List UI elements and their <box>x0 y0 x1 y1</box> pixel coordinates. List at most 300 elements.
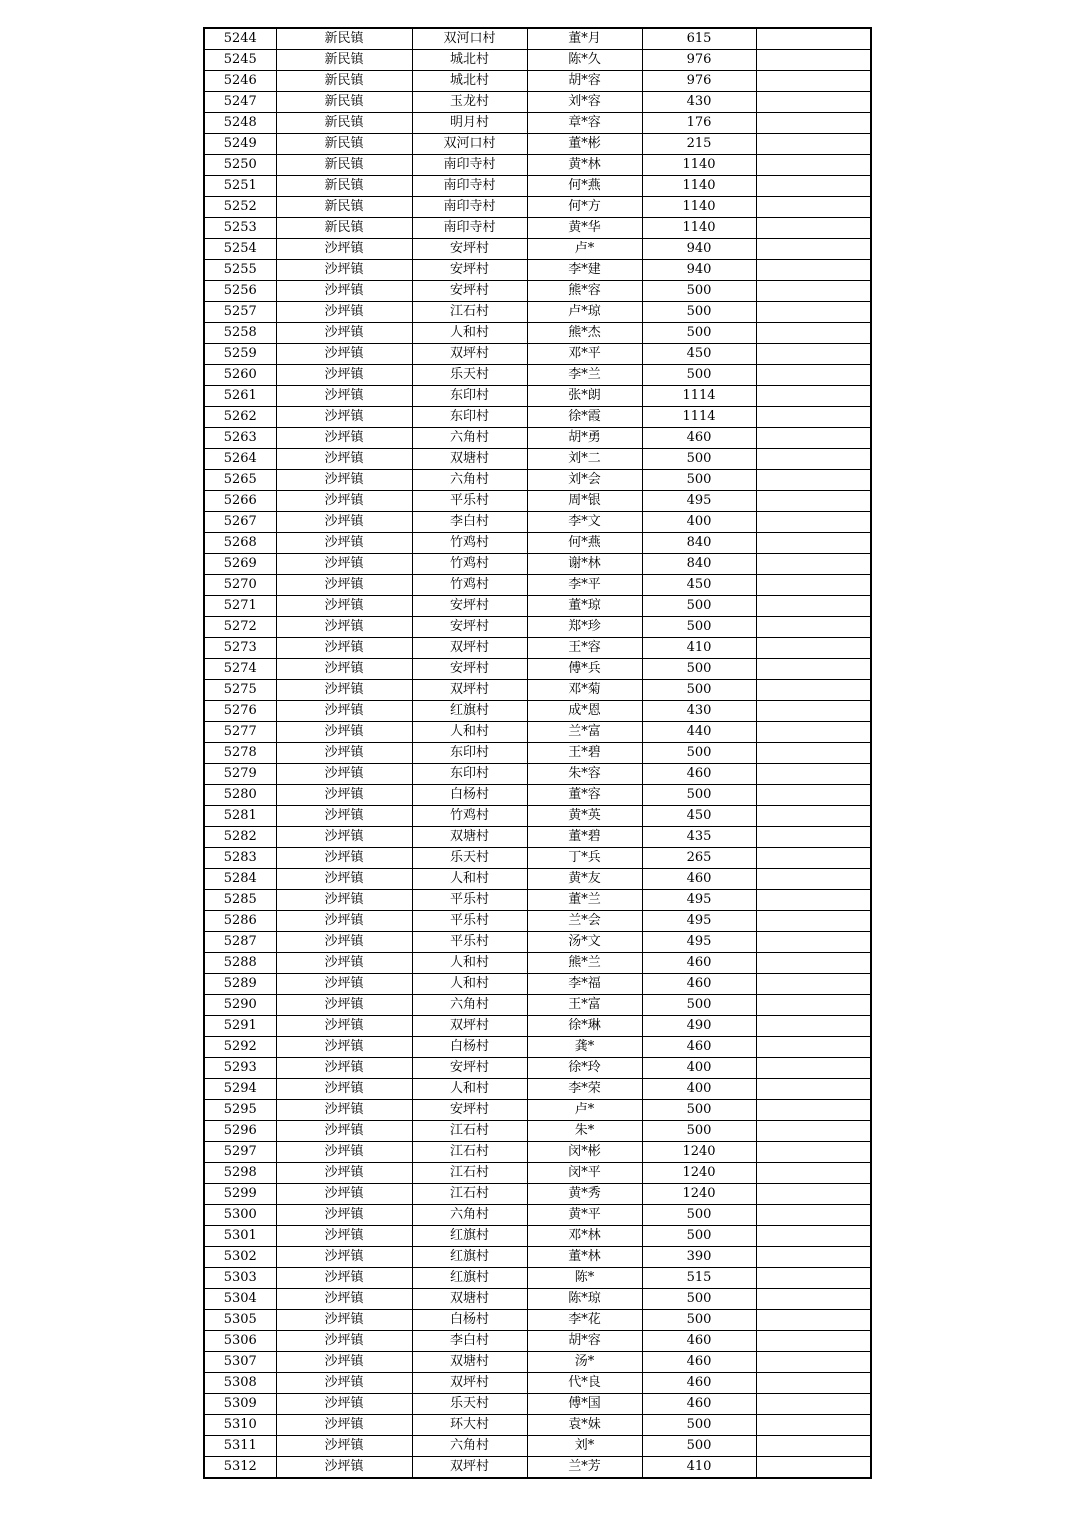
table-row <box>204 113 871 134</box>
table-row <box>204 155 871 176</box>
cell-town: 沙坪镇 <box>276 323 412 344</box>
cell-remark <box>756 1163 871 1184</box>
cell-village: 竹鸡村 <box>412 806 527 827</box>
cell-name: 李*兰 <box>527 365 642 386</box>
cell-village: 南印寺村 <box>412 176 527 197</box>
cell-town: 沙坪镇 <box>276 1226 412 1247</box>
cell-remark <box>756 764 871 785</box>
cell-remark <box>756 638 871 659</box>
cell-serial-number: 5265 <box>204 470 276 491</box>
cell-serial-number: 5259 <box>204 344 276 365</box>
cell-town: 沙坪镇 <box>276 1079 412 1100</box>
cell-serial-number: 5247 <box>204 92 276 113</box>
cell-amount: 1140 <box>642 197 756 218</box>
cell-village: 东印村 <box>412 407 527 428</box>
cell-village: 人和村 <box>412 323 527 344</box>
table-body <box>204 28 871 1478</box>
cell-remark <box>756 617 871 638</box>
cell-remark <box>756 1289 871 1310</box>
cell-amount: 500 <box>642 785 756 806</box>
cell-name: 张*朗 <box>527 386 642 407</box>
table-row <box>204 1352 871 1373</box>
cell-remark <box>756 1352 871 1373</box>
cell-name: 傅*国 <box>527 1394 642 1415</box>
cell-name: 李*文 <box>527 512 642 533</box>
table-row <box>204 995 871 1016</box>
cell-remark <box>756 974 871 995</box>
table-row <box>204 827 871 848</box>
cell-name: 黄*平 <box>527 1205 642 1226</box>
cell-remark <box>756 1226 871 1247</box>
cell-remark <box>756 743 871 764</box>
cell-serial-number: 5282 <box>204 827 276 848</box>
cell-amount: 400 <box>642 1079 756 1100</box>
cell-amount: 495 <box>642 932 756 953</box>
cell-village: 明月村 <box>412 113 527 134</box>
cell-town: 沙坪镇 <box>276 617 412 638</box>
cell-name: 徐*霞 <box>527 407 642 428</box>
cell-remark <box>756 50 871 71</box>
table-row <box>204 911 871 932</box>
cell-amount: 410 <box>642 1457 756 1479</box>
cell-name: 熊*杰 <box>527 323 642 344</box>
cell-town: 沙坪镇 <box>276 701 412 722</box>
cell-town: 新民镇 <box>276 155 412 176</box>
cell-name: 董*林 <box>527 1247 642 1268</box>
cell-name: 兰*富 <box>527 722 642 743</box>
table-row <box>204 50 871 71</box>
table-row <box>204 785 871 806</box>
cell-amount: 500 <box>642 1121 756 1142</box>
cell-amount: 450 <box>642 344 756 365</box>
cell-name: 卢* <box>527 1100 642 1121</box>
table-row <box>204 1142 871 1163</box>
cell-name: 刘*容 <box>527 92 642 113</box>
cell-town: 沙坪镇 <box>276 554 412 575</box>
cell-village: 江石村 <box>412 1121 527 1142</box>
cell-remark <box>756 71 871 92</box>
cell-remark <box>756 428 871 449</box>
cell-amount: 495 <box>642 491 756 512</box>
cell-name: 龚* <box>527 1037 642 1058</box>
cell-name: 陈*久 <box>527 50 642 71</box>
table-row <box>204 1331 871 1352</box>
cell-town: 沙坪镇 <box>276 743 412 764</box>
cell-name: 王*容 <box>527 638 642 659</box>
cell-town: 沙坪镇 <box>276 638 412 659</box>
cell-remark <box>756 512 871 533</box>
cell-amount: 500 <box>642 470 756 491</box>
cell-serial-number: 5290 <box>204 995 276 1016</box>
cell-remark <box>756 1394 871 1415</box>
cell-amount: 440 <box>642 722 756 743</box>
cell-name: 郑*珍 <box>527 617 642 638</box>
table-row <box>204 848 871 869</box>
cell-village: 六角村 <box>412 995 527 1016</box>
cell-town: 沙坪镇 <box>276 722 412 743</box>
cell-town: 沙坪镇 <box>276 1373 412 1394</box>
cell-name: 傅*兵 <box>527 659 642 680</box>
cell-name: 何*燕 <box>527 533 642 554</box>
table-row <box>204 806 871 827</box>
table-row <box>204 1373 871 1394</box>
cell-serial-number: 5297 <box>204 1142 276 1163</box>
cell-name: 徐*玲 <box>527 1058 642 1079</box>
cell-village: 竹鸡村 <box>412 533 527 554</box>
cell-amount: 410 <box>642 638 756 659</box>
cell-remark <box>756 155 871 176</box>
cell-amount: 940 <box>642 239 756 260</box>
cell-serial-number: 5245 <box>204 50 276 71</box>
cell-amount: 495 <box>642 911 756 932</box>
cell-amount: 500 <box>642 1415 756 1436</box>
cell-town: 沙坪镇 <box>276 1037 412 1058</box>
cell-town: 沙坪镇 <box>276 806 412 827</box>
cell-town: 沙坪镇 <box>276 869 412 890</box>
table-row <box>204 491 871 512</box>
cell-village: 南印寺村 <box>412 155 527 176</box>
cell-amount: 500 <box>642 743 756 764</box>
data-table <box>203 27 872 1479</box>
cell-serial-number: 5257 <box>204 302 276 323</box>
table-row <box>204 1163 871 1184</box>
cell-town: 沙坪镇 <box>276 995 412 1016</box>
cell-village: 双坪村 <box>412 680 527 701</box>
cell-name: 董*容 <box>527 785 642 806</box>
cell-town: 沙坪镇 <box>276 1352 412 1373</box>
cell-remark <box>756 1100 871 1121</box>
cell-amount: 1140 <box>642 218 756 239</box>
cell-town: 沙坪镇 <box>276 1058 412 1079</box>
cell-serial-number: 5255 <box>204 260 276 281</box>
cell-town: 沙坪镇 <box>276 680 412 701</box>
cell-remark <box>756 239 871 260</box>
cell-remark <box>756 407 871 428</box>
cell-town: 沙坪镇 <box>276 1205 412 1226</box>
cell-serial-number: 5271 <box>204 596 276 617</box>
cell-amount: 460 <box>642 974 756 995</box>
cell-village: 城北村 <box>412 50 527 71</box>
cell-name: 卢* <box>527 239 642 260</box>
cell-town: 沙坪镇 <box>276 386 412 407</box>
cell-amount: 500 <box>642 1289 756 1310</box>
cell-town: 新民镇 <box>276 28 412 50</box>
cell-village: 人和村 <box>412 869 527 890</box>
cell-village: 红旗村 <box>412 1268 527 1289</box>
table-row <box>204 1436 871 1457</box>
cell-remark <box>756 28 871 50</box>
cell-town: 沙坪镇 <box>276 344 412 365</box>
cell-town: 沙坪镇 <box>276 1016 412 1037</box>
cell-serial-number: 5293 <box>204 1058 276 1079</box>
cell-remark <box>756 1310 871 1331</box>
cell-remark <box>756 365 871 386</box>
table-row <box>204 1121 871 1142</box>
cell-serial-number: 5270 <box>204 575 276 596</box>
cell-name: 何*燕 <box>527 176 642 197</box>
cell-amount: 500 <box>642 680 756 701</box>
cell-remark <box>756 344 871 365</box>
cell-serial-number: 5309 <box>204 1394 276 1415</box>
cell-remark <box>756 890 871 911</box>
cell-town: 沙坪镇 <box>276 1289 412 1310</box>
cell-village: 安坪村 <box>412 260 527 281</box>
cell-amount: 1240 <box>642 1163 756 1184</box>
table-row <box>204 1079 871 1100</box>
table-row <box>204 680 871 701</box>
cell-village: 东印村 <box>412 764 527 785</box>
cell-name: 闵*平 <box>527 1163 642 1184</box>
table-row <box>204 932 871 953</box>
cell-serial-number: 5272 <box>204 617 276 638</box>
cell-name: 朱*容 <box>527 764 642 785</box>
cell-serial-number: 5260 <box>204 365 276 386</box>
cell-serial-number: 5295 <box>204 1100 276 1121</box>
cell-town: 新民镇 <box>276 113 412 134</box>
cell-amount: 500 <box>642 302 756 323</box>
cell-name: 李*建 <box>527 260 642 281</box>
cell-name: 朱* <box>527 1121 642 1142</box>
table-row <box>204 302 871 323</box>
cell-amount: 1140 <box>642 155 756 176</box>
cell-amount: 615 <box>642 28 756 50</box>
cell-village: 白杨村 <box>412 785 527 806</box>
cell-town: 沙坪镇 <box>276 1121 412 1142</box>
cell-village: 东印村 <box>412 386 527 407</box>
cell-village: 红旗村 <box>412 1247 527 1268</box>
cell-serial-number: 5273 <box>204 638 276 659</box>
cell-village: 江石村 <box>412 1163 527 1184</box>
cell-serial-number: 5275 <box>204 680 276 701</box>
cell-remark <box>756 596 871 617</box>
table-row <box>204 365 871 386</box>
cell-serial-number: 5244 <box>204 28 276 50</box>
table-row <box>204 1205 871 1226</box>
cell-remark <box>756 1142 871 1163</box>
table-row <box>204 1247 871 1268</box>
cell-amount: 500 <box>642 1226 756 1247</box>
cell-remark <box>756 806 871 827</box>
cell-serial-number: 5311 <box>204 1436 276 1457</box>
cell-village: 安坪村 <box>412 1100 527 1121</box>
cell-remark <box>756 932 871 953</box>
cell-name: 董*彬 <box>527 134 642 155</box>
cell-name: 董*兰 <box>527 890 642 911</box>
cell-village: 平乐村 <box>412 491 527 512</box>
cell-village: 李白村 <box>412 512 527 533</box>
cell-remark <box>756 491 871 512</box>
cell-town: 沙坪镇 <box>276 785 412 806</box>
cell-town: 新民镇 <box>276 71 412 92</box>
cell-village: 江石村 <box>412 302 527 323</box>
cell-name: 李*福 <box>527 974 642 995</box>
cell-amount: 500 <box>642 1310 756 1331</box>
cell-serial-number: 5296 <box>204 1121 276 1142</box>
cell-village: 玉龙村 <box>412 92 527 113</box>
cell-remark <box>756 1247 871 1268</box>
cell-town: 沙坪镇 <box>276 659 412 680</box>
cell-name: 王*富 <box>527 995 642 1016</box>
cell-remark <box>756 533 871 554</box>
cell-name: 章*容 <box>527 113 642 134</box>
cell-remark <box>756 554 871 575</box>
cell-amount: 500 <box>642 659 756 680</box>
cell-serial-number: 5269 <box>204 554 276 575</box>
cell-name: 李*荣 <box>527 1079 642 1100</box>
cell-serial-number: 5299 <box>204 1184 276 1205</box>
table-row <box>204 28 871 50</box>
cell-village: 双坪村 <box>412 1457 527 1479</box>
cell-amount: 460 <box>642 1037 756 1058</box>
cell-village: 双坪村 <box>412 638 527 659</box>
cell-village: 人和村 <box>412 953 527 974</box>
cell-town: 沙坪镇 <box>276 974 412 995</box>
table-row <box>204 596 871 617</box>
cell-town: 沙坪镇 <box>276 260 412 281</box>
cell-village: 人和村 <box>412 722 527 743</box>
cell-serial-number: 5308 <box>204 1373 276 1394</box>
cell-remark <box>756 701 871 722</box>
cell-town: 沙坪镇 <box>276 1163 412 1184</box>
cell-town: 沙坪镇 <box>276 1457 412 1479</box>
cell-serial-number: 5298 <box>204 1163 276 1184</box>
cell-remark <box>756 176 871 197</box>
cell-town: 新民镇 <box>276 134 412 155</box>
cell-serial-number: 5307 <box>204 1352 276 1373</box>
cell-remark <box>756 680 871 701</box>
cell-amount: 460 <box>642 1394 756 1415</box>
cell-remark <box>756 92 871 113</box>
cell-serial-number: 5305 <box>204 1310 276 1331</box>
cell-town: 沙坪镇 <box>276 1436 412 1457</box>
cell-village: 六角村 <box>412 1436 527 1457</box>
cell-town: 沙坪镇 <box>276 1247 412 1268</box>
cell-name: 胡*容 <box>527 71 642 92</box>
cell-name: 徐*琳 <box>527 1016 642 1037</box>
cell-name: 李*平 <box>527 575 642 596</box>
cell-remark <box>756 470 871 491</box>
cell-amount: 460 <box>642 764 756 785</box>
cell-amount: 435 <box>642 827 756 848</box>
cell-village: 江石村 <box>412 1184 527 1205</box>
cell-remark <box>756 827 871 848</box>
cell-serial-number: 5294 <box>204 1079 276 1100</box>
table-row <box>204 386 871 407</box>
cell-serial-number: 5301 <box>204 1226 276 1247</box>
cell-serial-number: 5268 <box>204 533 276 554</box>
cell-name: 谢*林 <box>527 554 642 575</box>
cell-remark <box>756 1037 871 1058</box>
table-row <box>204 890 871 911</box>
cell-name: 胡*勇 <box>527 428 642 449</box>
table-row <box>204 197 871 218</box>
cell-village: 双河口村 <box>412 28 527 50</box>
cell-amount: 500 <box>642 617 756 638</box>
cell-town: 沙坪镇 <box>276 1268 412 1289</box>
cell-town: 沙坪镇 <box>276 428 412 449</box>
cell-remark <box>756 911 871 932</box>
cell-name: 成*恩 <box>527 701 642 722</box>
cell-serial-number: 5252 <box>204 197 276 218</box>
cell-serial-number: 5266 <box>204 491 276 512</box>
cell-name: 袁*妹 <box>527 1415 642 1436</box>
cell-remark <box>756 869 871 890</box>
table-row <box>204 176 871 197</box>
cell-name: 卢*琼 <box>527 302 642 323</box>
cell-serial-number: 5286 <box>204 911 276 932</box>
cell-village: 环大村 <box>412 1415 527 1436</box>
cell-village: 安坪村 <box>412 596 527 617</box>
table-row <box>204 554 871 575</box>
cell-amount: 1114 <box>642 407 756 428</box>
cell-amount: 430 <box>642 701 756 722</box>
cell-name: 刘* <box>527 1436 642 1457</box>
cell-town: 沙坪镇 <box>276 890 412 911</box>
cell-village: 江石村 <box>412 1142 527 1163</box>
table-row <box>204 470 871 491</box>
cell-serial-number: 5277 <box>204 722 276 743</box>
cell-remark <box>756 197 871 218</box>
cell-remark <box>756 134 871 155</box>
table-row <box>204 1016 871 1037</box>
cell-name: 黄*华 <box>527 218 642 239</box>
cell-town: 沙坪镇 <box>276 1310 412 1331</box>
cell-village: 人和村 <box>412 974 527 995</box>
cell-name: 丁*兵 <box>527 848 642 869</box>
cell-amount: 500 <box>642 449 756 470</box>
table-row <box>204 407 871 428</box>
table-row <box>204 1289 871 1310</box>
cell-village: 红旗村 <box>412 701 527 722</box>
cell-serial-number: 5289 <box>204 974 276 995</box>
cell-name: 董*碧 <box>527 827 642 848</box>
cell-amount: 460 <box>642 1373 756 1394</box>
cell-amount: 840 <box>642 554 756 575</box>
cell-remark <box>756 302 871 323</box>
cell-village: 城北村 <box>412 71 527 92</box>
cell-amount: 495 <box>642 890 756 911</box>
cell-town: 沙坪镇 <box>276 239 412 260</box>
table-row <box>204 92 871 113</box>
cell-amount: 430 <box>642 92 756 113</box>
cell-amount: 1240 <box>642 1184 756 1205</box>
cell-amount: 500 <box>642 1205 756 1226</box>
cell-remark <box>756 449 871 470</box>
cell-town: 沙坪镇 <box>276 1100 412 1121</box>
cell-village: 白杨村 <box>412 1310 527 1331</box>
cell-amount: 1114 <box>642 386 756 407</box>
cell-name: 周*银 <box>527 491 642 512</box>
cell-village: 六角村 <box>412 470 527 491</box>
cell-remark <box>756 1436 871 1457</box>
cell-serial-number: 5276 <box>204 701 276 722</box>
cell-town: 新民镇 <box>276 92 412 113</box>
cell-name: 董*月 <box>527 28 642 50</box>
cell-village: 安坪村 <box>412 617 527 638</box>
cell-serial-number: 5287 <box>204 932 276 953</box>
cell-town: 沙坪镇 <box>276 1184 412 1205</box>
cell-town: 沙坪镇 <box>276 470 412 491</box>
cell-amount: 500 <box>642 281 756 302</box>
cell-serial-number: 5262 <box>204 407 276 428</box>
cell-village: 双塘村 <box>412 827 527 848</box>
cell-town: 沙坪镇 <box>276 1415 412 1436</box>
cell-name: 董*琼 <box>527 596 642 617</box>
cell-name: 熊*容 <box>527 281 642 302</box>
cell-town: 沙坪镇 <box>276 281 412 302</box>
cell-name: 陈*琼 <box>527 1289 642 1310</box>
table-row <box>204 659 871 680</box>
